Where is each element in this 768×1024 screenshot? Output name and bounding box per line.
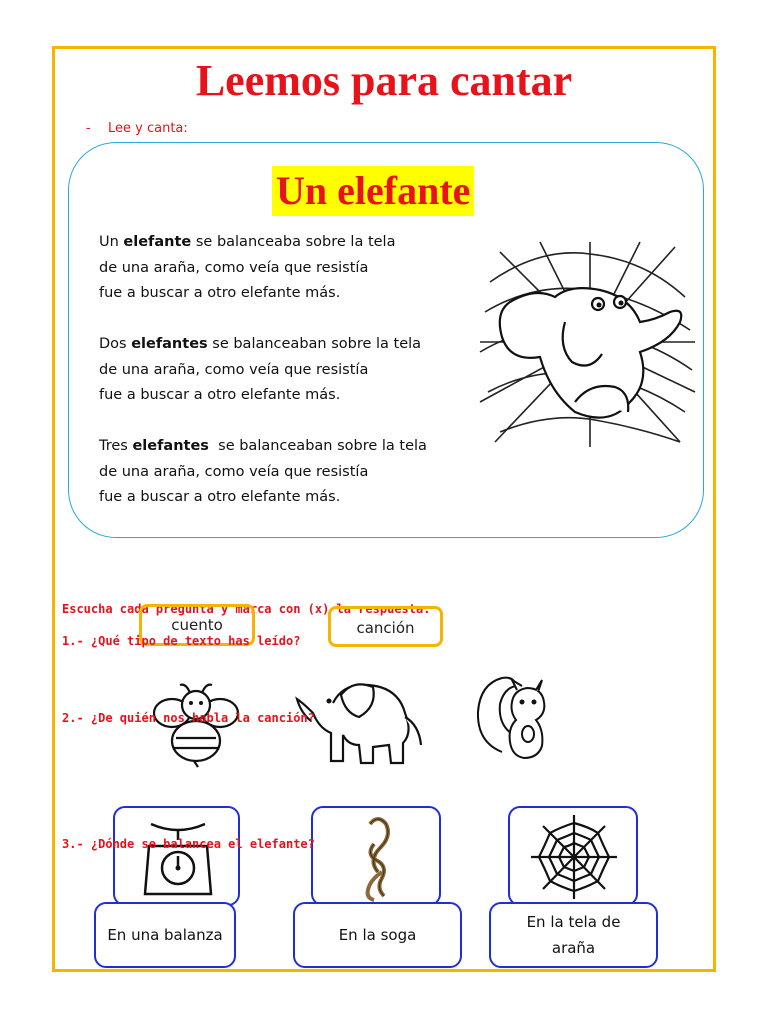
exercise-instruction: Escucha cada pregunta y marca con (x) la respuesta:	[62, 602, 431, 616]
picture-balanza[interactable]	[113, 806, 240, 906]
poem-line: Un elefante se balanceaba sobre la tela	[99, 234, 396, 250]
squirrel-icon[interactable]	[472, 672, 562, 772]
poem-line: Dos elefantes se balanceaban sobre la tela	[99, 336, 422, 352]
question-1: 1.- ¿Qué tipo de texto has leído?	[62, 634, 301, 648]
bee-icon[interactable]	[150, 683, 242, 768]
instruction-dash: -	[86, 121, 91, 136]
page-title: Leemos para cantar	[195, 56, 573, 105]
option-cancion[interactable]: canción	[328, 606, 443, 647]
picture-soga[interactable]	[311, 806, 441, 906]
poem-title: Un elefante	[272, 166, 474, 216]
elephant-on-web-illustration	[480, 242, 695, 447]
instruction-text: Lee y canta:	[108, 121, 188, 136]
answer-soga[interactable]: En la soga	[293, 902, 462, 968]
poem-line: de una araña, como veía que resistía	[99, 463, 369, 480]
stanza-2	[99, 332, 427, 409]
poem-line: Tres elefantes se balanceaban sobre la tela	[99, 438, 427, 454]
question-2: 2.- ¿De quién nos habla la canción?	[62, 711, 315, 725]
scale-icon	[143, 818, 213, 896]
answer-balanza[interactable]: En una balanza	[94, 902, 236, 968]
spider-web-icon	[529, 813, 619, 901]
poem-text	[99, 230, 427, 536]
poem-line: fue a buscar a otro elefante más.	[99, 387, 341, 403]
picture-tela-arana[interactable]	[508, 806, 638, 906]
poem-line: fue a buscar a otro elefante más.	[99, 285, 341, 301]
question-3: 3.- ¿Dónde se balancea el elefante?	[62, 837, 315, 851]
answer-tela-arana[interactable]: En la tela de araña	[489, 902, 658, 968]
stanza-1	[99, 230, 427, 307]
rope-icon	[356, 814, 400, 902]
option-cuento[interactable]: cuento	[139, 604, 255, 646]
poem-line: fue a buscar a otro elefante más.	[99, 489, 341, 505]
poem-line: de una araña, como veía que resistía	[99, 259, 369, 276]
poem-line: de una araña, como veía que resistía	[99, 361, 369, 378]
instruction-line	[86, 121, 188, 136]
stanza-3	[99, 434, 427, 511]
